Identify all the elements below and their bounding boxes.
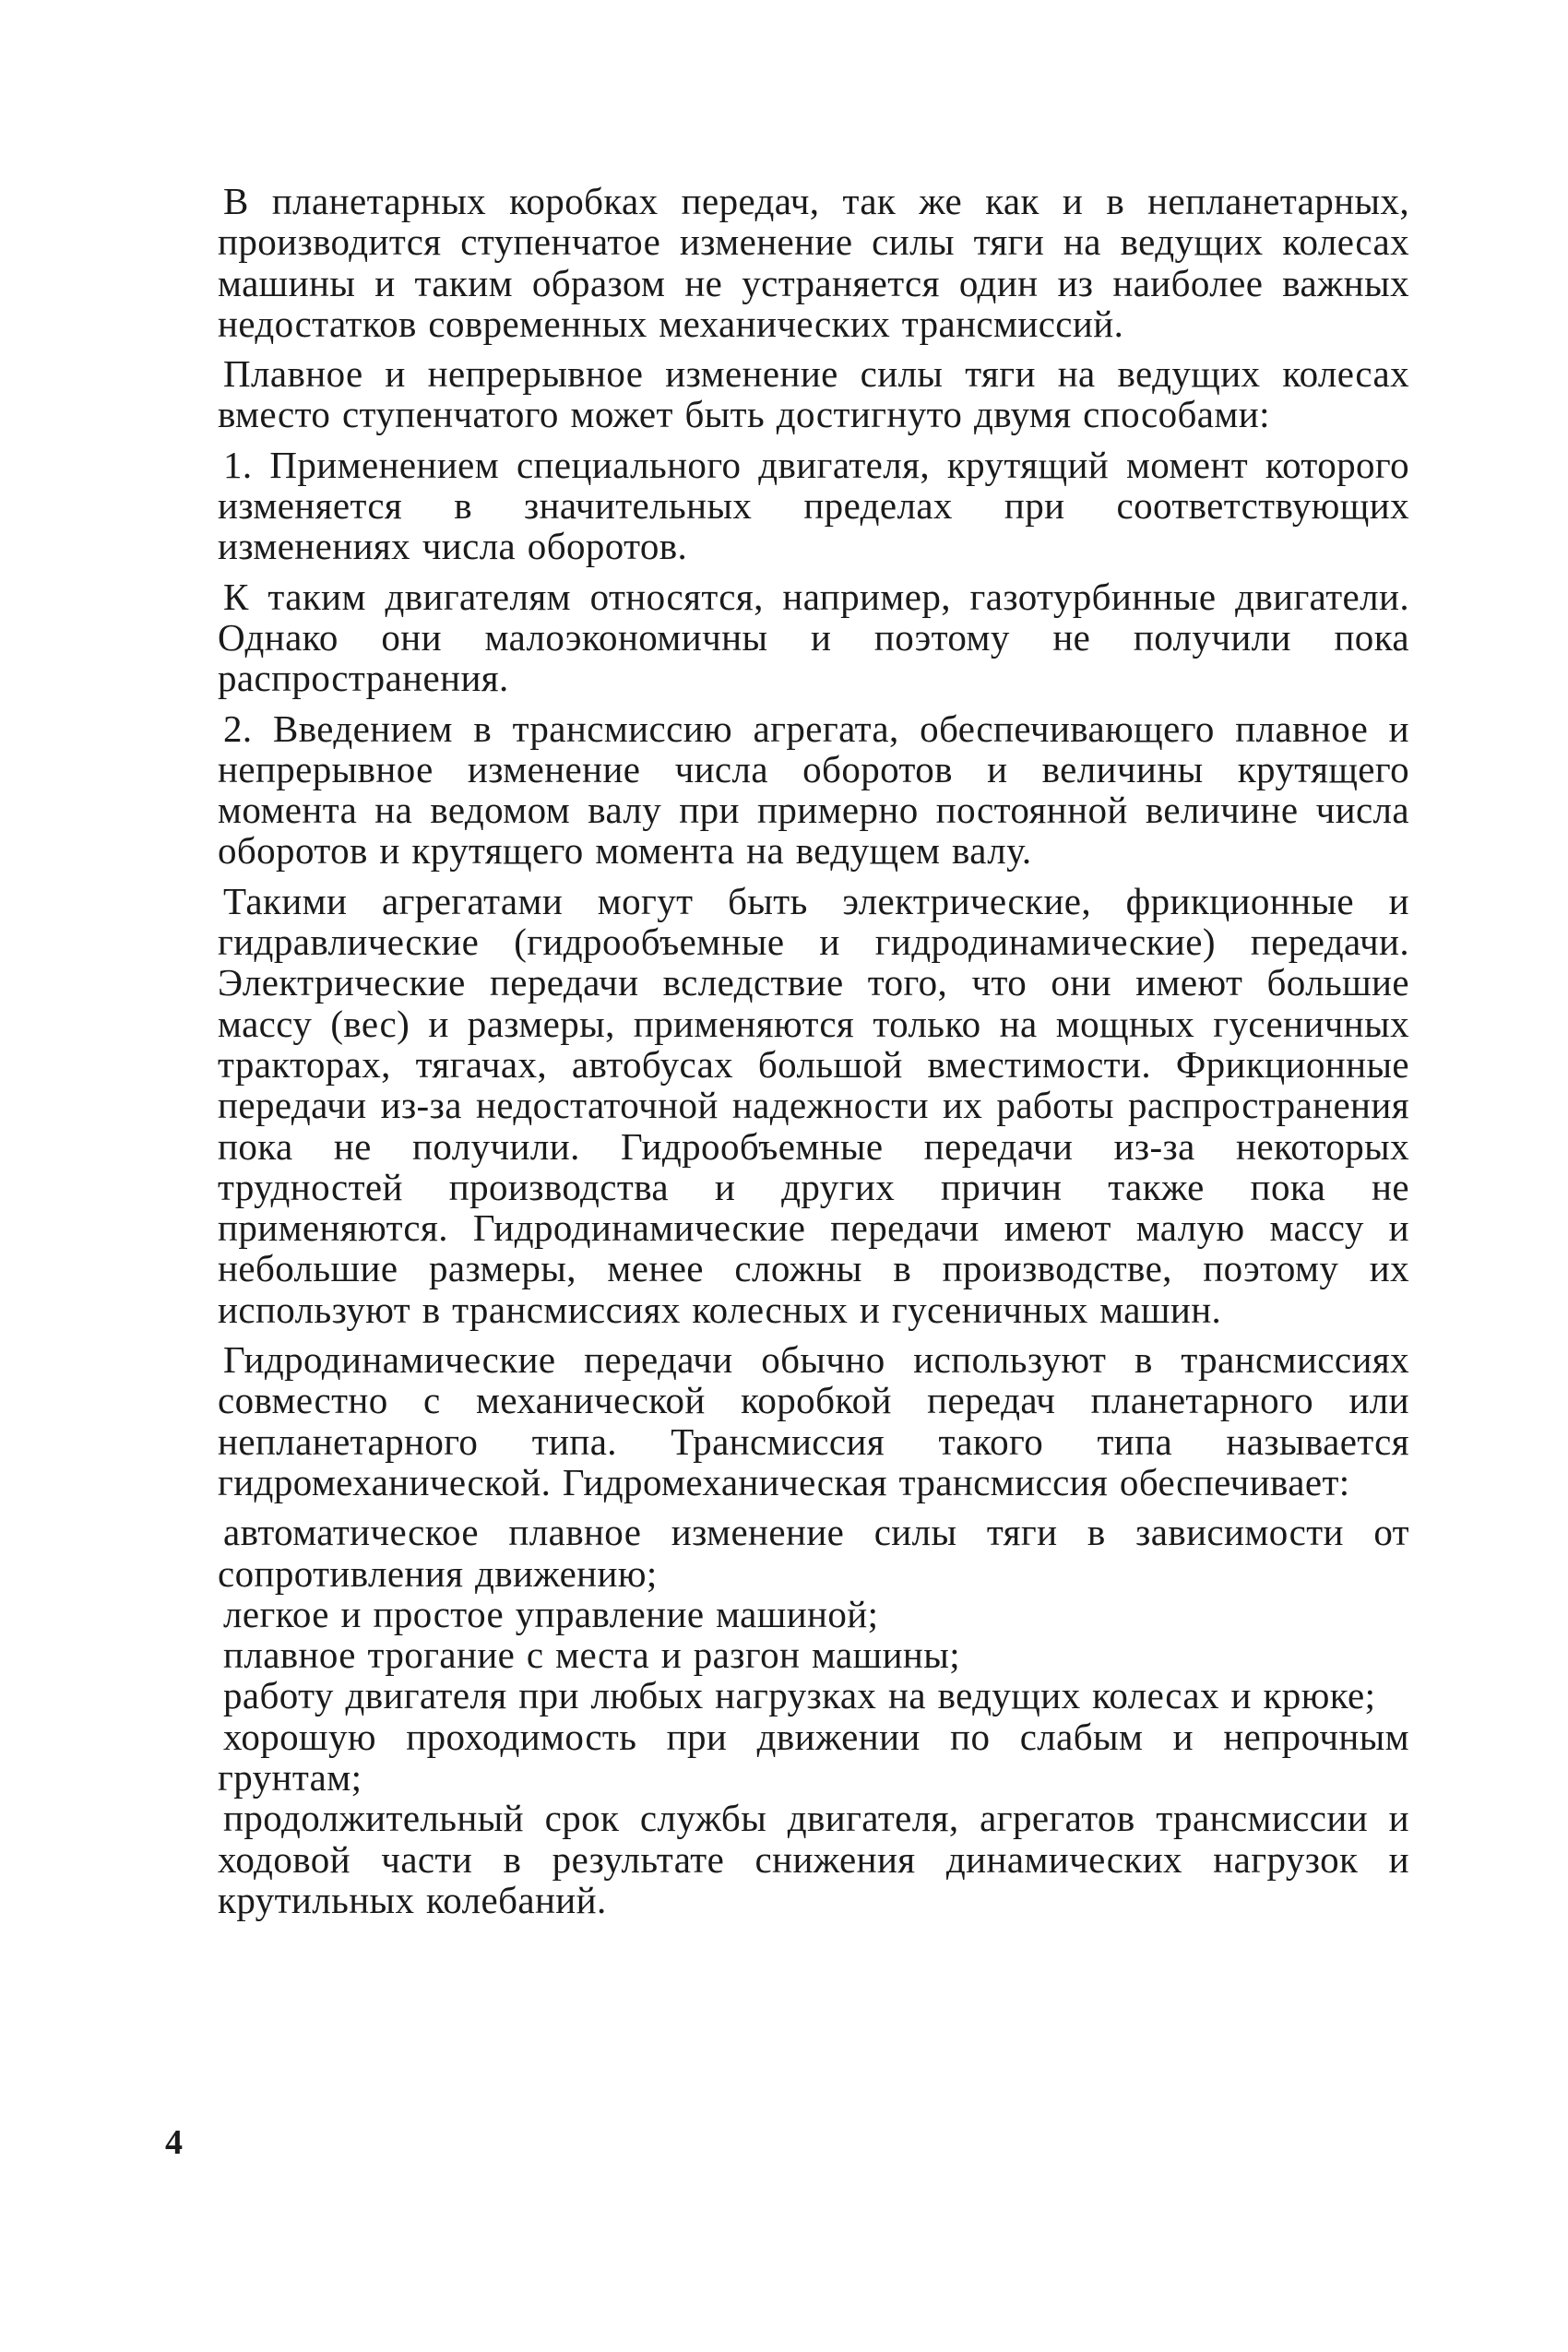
list-item-engine-operation: работу двигателя при любых нагрузках на ведущих колесах и крюке;: [223, 1674, 1376, 1717]
list-item-easy-control: легкое и простое управление машиной;: [223, 1592, 879, 1635]
paragraph-method-2: 2. Введением в трансмиссию агрегата, обеспечивающего плавное и непрерывное изменение числа оборотов и величины крутящего момента на ведомом валу при примерно постоянной величине числа оборотов и крутящего момента на ведущем валу.: [218, 707, 1409, 873]
paragraph-gas-turbine: К таким двигателям относятся, например, газотурбинные двигатели. Однако они малоэкономичны и поэтому не получили пока распространения.: [218, 575, 1409, 700]
text-body: [218, 181, 1409, 1920]
paragraph-planetary-gearboxes: В планетарных коробках передач, так же как и в непланетарных, производится ступенчатое изменение силы тяги на ведущих колесах машины и таким образом не устраняется один из наиболее важных недостатков современных механических трансмиссий.: [218, 180, 1409, 345]
list-item-service-life: продолжительный срок службы двигателя, агрегатов трансмиссии и ходовой части в результате снижения динамических нагрузок и крутильных колебаний.: [218, 1797, 1409, 1921]
paragraph-smooth-change: Плавное и непрерывное изменение силы тяги на ведущих колесах вместо ступенчатого может быть достигнуто двумя способами:: [218, 352, 1409, 436]
page-number: 4: [165, 2123, 183, 2162]
paragraph-hydromechanical: Гидродинамические передачи обычно используют в трансмиссиях совместно с механической коробкой передач планетарного или непланетарного типа. Трансмиссия такого типа называется гидромеханической. Гидромеханическая трансмиссия обеспечивает:: [218, 1338, 1409, 1503]
list-item-cross-country: хорошую проходимость при движении по слабым и непрочным грунтам;: [218, 1715, 1409, 1799]
list-item-automatic-change: автоматическое плавное изменение силы тяги в зависимости от сопротивления движению;: [218, 1511, 1409, 1595]
paragraph-transmission-types: Такими агрегатами могут быть электрические, фрикционные и гидравлические (гидрообъемные и гидродинамические) передачи. Электрические передачи вследствие того, что они имеют большие массу (вес) и размеры, применяются только на мощных гусеничных тракторах, тягачах, автобусах большой вместимости. Фрикционные передачи из-за недостаточной надежности их работы распространения пока не получили. Гидрообъемные передачи из-за некоторых трудностей производства и других причин также пока не применяются. Гидродинамические передачи имеют малую массу и небольшие размеры, менее сложны в производстве, поэтому их используют в трансмиссиях колесных и гусеничных машин.: [218, 879, 1409, 1331]
list-item-smooth-start: плавное трогание с места и разгон машины;: [223, 1633, 961, 1677]
paragraph-method-1: 1. Применением специального двигателя, крутящий момент которого изменяется в значительных пределах при соответствующих изменениях числа оборотов.: [218, 443, 1409, 568]
